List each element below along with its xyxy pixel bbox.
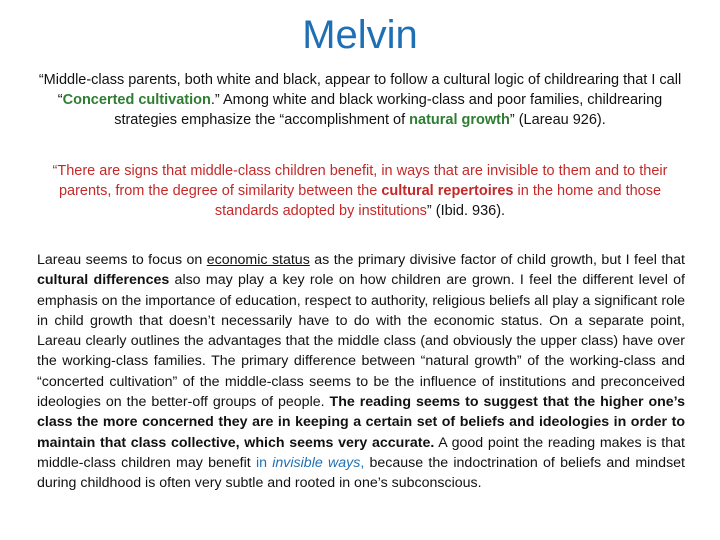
term-cultural-differences: cultural differences [37,272,170,289]
commentary-paragraph [37,250,685,494]
body-s4: A good point the reading makes is that middle-class children may benefit [37,434,685,471]
term-natural-growth: natural growth [409,112,510,128]
quote2-part2: in the home and those standards adopted by institutions [214,183,662,219]
quote-ibid-936 [30,161,690,221]
term-invisible-ways: invisible ways [272,454,361,471]
term-in: in [255,454,273,471]
body-s3: also may play a key role on how children are grown. I feel the different level of emphasis on the importance of education, respect to authority, religious beliefs all play a significant role in child growth that doesn’t necessarily have to do with the economic status. On a separate point, Lareau clearly outlines the advantages that the middle class (and obviously the upper class) have over the working-class families. The primary difference between “natural growth” of the working-class and “concerted cultivation” of the middle-class seems to be the influence of institutions and preconceived ideologies on the better-off groups of people. [37,272,685,411]
slide-title: Melvin [302,13,418,57]
term-cultural-repertoires: cultural repertoires [381,183,514,199]
body-bold-sentence: The reading seems to suggest that the higher one’s class the more concerned they are in keeping a certain set of beliefs and ideologies in order to maintain that class collective, which seems very accurate. [37,394,685,451]
body-s1: Lareau seems to focus on [37,252,207,268]
term-comma: , [360,454,365,471]
body-s2: as the primary divisive factor of child growth, but I feel that [309,252,685,268]
term-concerted-cultivation: Concerted cultivation [62,92,211,108]
quote1-part2: .” Among white and black working-class and poor families, childrearing strategies emphasize the “accomplishment of [114,92,663,128]
quote-lareau-926 [30,70,690,130]
quote2-part3: ” (Ibid. 936). [426,203,506,219]
term-economic-status: economic status [206,252,310,268]
quote1-part3: ” (Lareau 926). [509,112,606,128]
quote1-part1: “Middle-class parents, both white and black, appear to follow a cultural logic of childrearing that I call “ [38,72,682,108]
body-s5: because the indoctrination of beliefs and mindset during childhood is often very subtle and rooted in one’s subconscious. [37,454,685,492]
quote2-part1: “There are signs that middle-class children benefit, in ways that are invisible to them and to their parents, from the degree of similarity between the [52,163,668,199]
